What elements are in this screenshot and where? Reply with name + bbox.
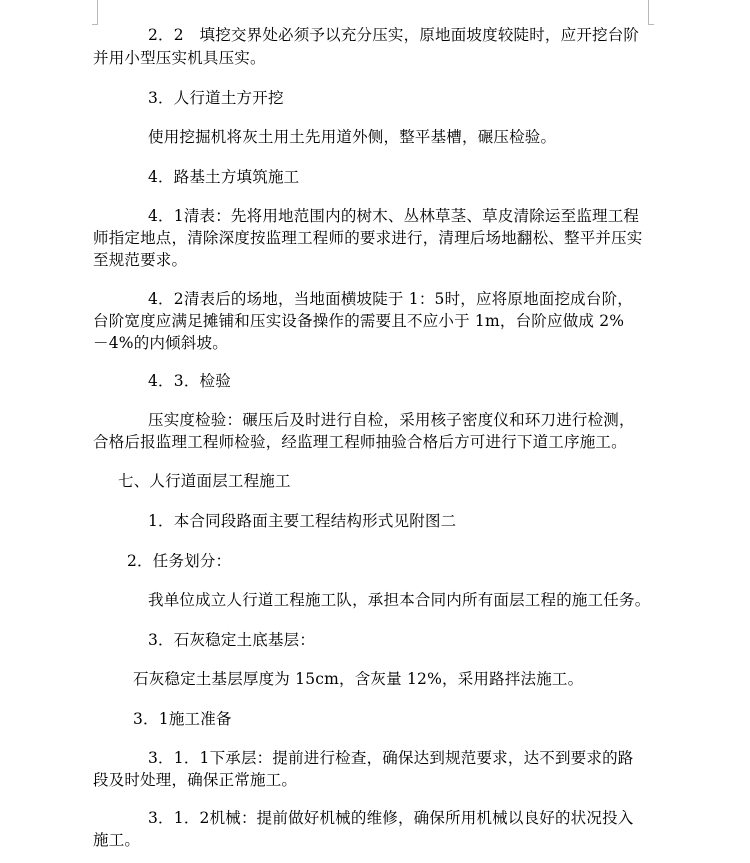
heading-line: 3．1施工准备 <box>133 710 232 728</box>
text-line: 使用挖掘机将灰土用土先用道外侧，整平基槽，碾压检验。 <box>148 128 557 146</box>
text-line: 我单位成立人行道工程施工队，承担本合同内所有面层工程的施工任务。 <box>148 591 651 609</box>
heading-line: 2．任务划分： <box>127 552 232 570</box>
text-line: 段及时处理，确保正常施工。 <box>93 771 298 789</box>
text-line: 台阶宽度应满足摊铺和压实设备操作的需要且不应小于 1m，台阶应做成 2% <box>93 312 625 330</box>
text-line: 1．本合同段路面主要工程结构形式见附图二 <box>148 512 457 530</box>
text-line: 合格后报监理工程师检验，经监理工程师抽验合格后方可进行下道工序施工。 <box>93 433 627 451</box>
text-line: 4．2清表后的场地，当地面横坡陡于 1：5时，应将原地面挖成台阶， <box>148 290 633 308</box>
text-line: 3．1．1下承层：提前进行检查，确保达到规范要求，达不到要求的路 <box>148 749 634 767</box>
heading-line: 4．3．检验 <box>148 372 231 390</box>
text-line: 石灰稳定土基层厚度为 15cm，含灰量 12%，采用路拌法施工。 <box>133 670 584 688</box>
margin-corner-top-right <box>648 0 654 25</box>
margin-corner-top-left <box>92 0 98 25</box>
text-line: 4．1清表：先将用地范围内的树木、丛林草茎、草皮清除运至监理工程 <box>148 207 640 225</box>
heading-line: 3．人行道土方开挖 <box>148 89 284 107</box>
text-line: 施工。 <box>93 831 141 849</box>
text-line: 师指定地点，清除深度按监理工程师的要求进行，清理后场地翻松、整平并压实 <box>93 229 643 247</box>
heading-line: 3．石灰稳定土底基层： <box>148 631 316 649</box>
text-line: 3．1．2机械：提前做好机械的维修，确保所用机械以良好的状况投入 <box>148 809 634 827</box>
text-line: 压实度检验：碾压后及时进行自检，采用核子密度仪和环刀进行检测， <box>148 411 635 429</box>
section-heading: 七、人行道面层工程施工 <box>118 472 291 490</box>
text-line: 至规范要求。 <box>93 251 188 269</box>
text-line: 并用小型压实机具压实。 <box>93 49 266 67</box>
heading-line: 4．路基土方填筑施工 <box>148 168 300 186</box>
text-line: 2．2 填挖交界处必须予以充分压实，原地面坡度较陡时，应开挖台阶 <box>148 26 640 44</box>
text-line: －4%的内倾斜坡。 <box>93 334 228 352</box>
